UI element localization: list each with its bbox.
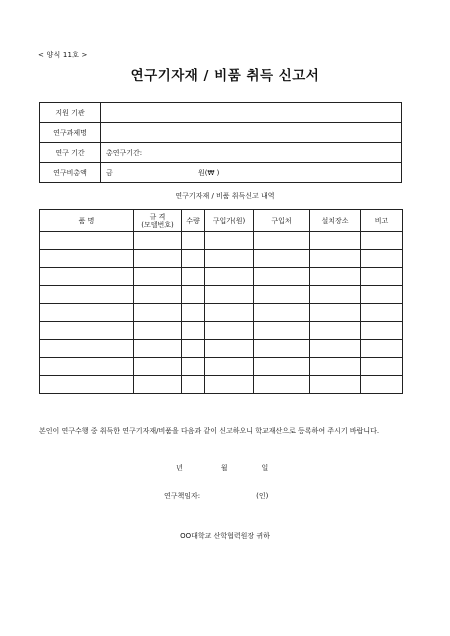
info-row-period bbox=[40, 143, 402, 163]
table-row bbox=[40, 322, 403, 340]
table-cell[interactable] bbox=[40, 286, 134, 304]
table-cell[interactable] bbox=[134, 286, 182, 304]
table-row bbox=[40, 304, 403, 322]
table-cell[interactable] bbox=[134, 268, 182, 286]
table-row bbox=[40, 250, 403, 268]
table-cell[interactable] bbox=[182, 340, 205, 358]
items-header-row bbox=[40, 210, 403, 232]
table-cell[interactable] bbox=[40, 232, 134, 250]
col-header-vendor: 구입처 bbox=[254, 210, 310, 232]
page-title: 연구기자재 / 비품 취득 신고서 bbox=[130, 68, 320, 84]
table-cell[interactable] bbox=[254, 250, 310, 268]
table-cell[interactable] bbox=[310, 322, 361, 340]
info-value-period[interactable]: 총연구기간: bbox=[101, 143, 402, 163]
table-cell[interactable] bbox=[182, 304, 205, 322]
table-cell[interactable] bbox=[205, 304, 254, 322]
table-cell[interactable] bbox=[254, 358, 310, 376]
table-cell[interactable] bbox=[254, 286, 310, 304]
table-row bbox=[40, 268, 403, 286]
amount-prefix: 금 bbox=[106, 168, 113, 177]
info-label: 연구 기간 bbox=[40, 143, 101, 163]
info-row-project bbox=[40, 123, 402, 143]
table-cell[interactable] bbox=[40, 376, 134, 394]
col-header-price: 구입가(원) bbox=[205, 210, 254, 232]
form-number: < 양식 11호 > bbox=[38, 51, 88, 59]
info-value-budget[interactable] bbox=[101, 163, 402, 183]
table-cell[interactable] bbox=[134, 250, 182, 268]
table-cell[interactable] bbox=[182, 322, 205, 340]
col-header-remarks: 비고 bbox=[361, 210, 403, 232]
table-cell[interactable] bbox=[205, 340, 254, 358]
table-cell[interactable] bbox=[361, 232, 403, 250]
info-table bbox=[39, 102, 402, 183]
table-cell[interactable] bbox=[361, 304, 403, 322]
month-label: 월 bbox=[220, 464, 228, 472]
table-cell[interactable] bbox=[134, 232, 182, 250]
table-cell[interactable] bbox=[205, 322, 254, 340]
year-label: 년 bbox=[176, 464, 183, 472]
table-cell[interactable] bbox=[134, 358, 182, 376]
table-cell[interactable] bbox=[134, 322, 182, 340]
table-cell[interactable] bbox=[40, 304, 134, 322]
items-body bbox=[40, 232, 403, 394]
table-row bbox=[40, 376, 403, 394]
table-cell[interactable] bbox=[361, 250, 403, 268]
table-cell[interactable] bbox=[361, 268, 403, 286]
table-cell[interactable] bbox=[205, 250, 254, 268]
table-cell[interactable] bbox=[205, 268, 254, 286]
info-label: 연구비총액 bbox=[40, 163, 101, 183]
table-cell[interactable] bbox=[254, 376, 310, 394]
table-cell[interactable] bbox=[254, 232, 310, 250]
table-cell[interactable] bbox=[182, 250, 205, 268]
table-cell[interactable] bbox=[40, 322, 134, 340]
table-cell[interactable] bbox=[310, 340, 361, 358]
model-label: (모델번호) bbox=[141, 220, 174, 229]
table-row bbox=[40, 232, 403, 250]
table-cell[interactable] bbox=[134, 304, 182, 322]
table-cell[interactable] bbox=[361, 376, 403, 394]
info-value-institution[interactable] bbox=[101, 103, 402, 123]
table-cell[interactable] bbox=[310, 304, 361, 322]
table-cell[interactable] bbox=[182, 286, 205, 304]
table-cell[interactable] bbox=[205, 286, 254, 304]
spec-label: 규 격 bbox=[149, 212, 166, 221]
table-row bbox=[40, 358, 403, 376]
signer-label: 연구책임자: bbox=[164, 492, 201, 500]
table-cell[interactable] bbox=[254, 304, 310, 322]
table-cell[interactable] bbox=[361, 286, 403, 304]
table-cell[interactable] bbox=[205, 376, 254, 394]
col-header-quantity: 수량 bbox=[182, 210, 205, 232]
table-cell[interactable] bbox=[134, 376, 182, 394]
table-cell[interactable] bbox=[40, 250, 134, 268]
table-cell[interactable] bbox=[310, 268, 361, 286]
table-cell[interactable] bbox=[182, 232, 205, 250]
table-cell[interactable] bbox=[310, 232, 361, 250]
table-cell[interactable] bbox=[254, 322, 310, 340]
col-header-location: 설치장소 bbox=[310, 210, 361, 232]
table-cell[interactable] bbox=[134, 340, 182, 358]
table-cell[interactable] bbox=[254, 268, 310, 286]
table-cell[interactable] bbox=[182, 268, 205, 286]
table-cell[interactable] bbox=[361, 340, 403, 358]
amount-suffix: 원(₩ ) bbox=[198, 168, 220, 177]
info-label: 지원 기관 bbox=[40, 103, 101, 123]
signer-line bbox=[164, 491, 268, 501]
table-cell[interactable] bbox=[205, 358, 254, 376]
table-cell[interactable] bbox=[182, 358, 205, 376]
table-cell[interactable] bbox=[254, 340, 310, 358]
day-label: 일 bbox=[261, 464, 269, 472]
table-row bbox=[40, 340, 403, 358]
col-header-spec bbox=[134, 210, 182, 232]
table-cell[interactable] bbox=[361, 322, 403, 340]
info-label: 연구과제명 bbox=[40, 123, 101, 143]
col-header-item-name: 품 명 bbox=[40, 210, 134, 232]
table-cell[interactable] bbox=[310, 250, 361, 268]
seal-mark: (인) bbox=[256, 492, 269, 500]
declaration-text: 본인이 연구수행 중 취득한 연구기자재/비품을 다음과 같이 신고하오니 학교재산으로 등록하여 주시기 바랍니다. bbox=[39, 427, 380, 435]
table-cell[interactable] bbox=[40, 340, 134, 358]
table-cell[interactable] bbox=[361, 358, 403, 376]
date-line bbox=[176, 463, 268, 473]
recipient: OO대학교 산학협력원장 귀하 bbox=[180, 532, 270, 540]
table-cell[interactable] bbox=[40, 268, 134, 286]
table-cell[interactable] bbox=[310, 376, 361, 394]
table-cell[interactable] bbox=[205, 232, 254, 250]
info-row-budget bbox=[40, 163, 402, 183]
info-row-institution bbox=[40, 103, 402, 123]
table-cell[interactable] bbox=[310, 358, 361, 376]
items-caption: 연구기자재 / 비품 취득신고 내역 bbox=[175, 192, 275, 200]
table-cell[interactable] bbox=[310, 286, 361, 304]
table-row bbox=[40, 286, 403, 304]
table-cell[interactable] bbox=[182, 376, 205, 394]
items-table bbox=[39, 209, 403, 394]
table-cell[interactable] bbox=[40, 358, 134, 376]
info-value-project[interactable] bbox=[101, 123, 402, 143]
